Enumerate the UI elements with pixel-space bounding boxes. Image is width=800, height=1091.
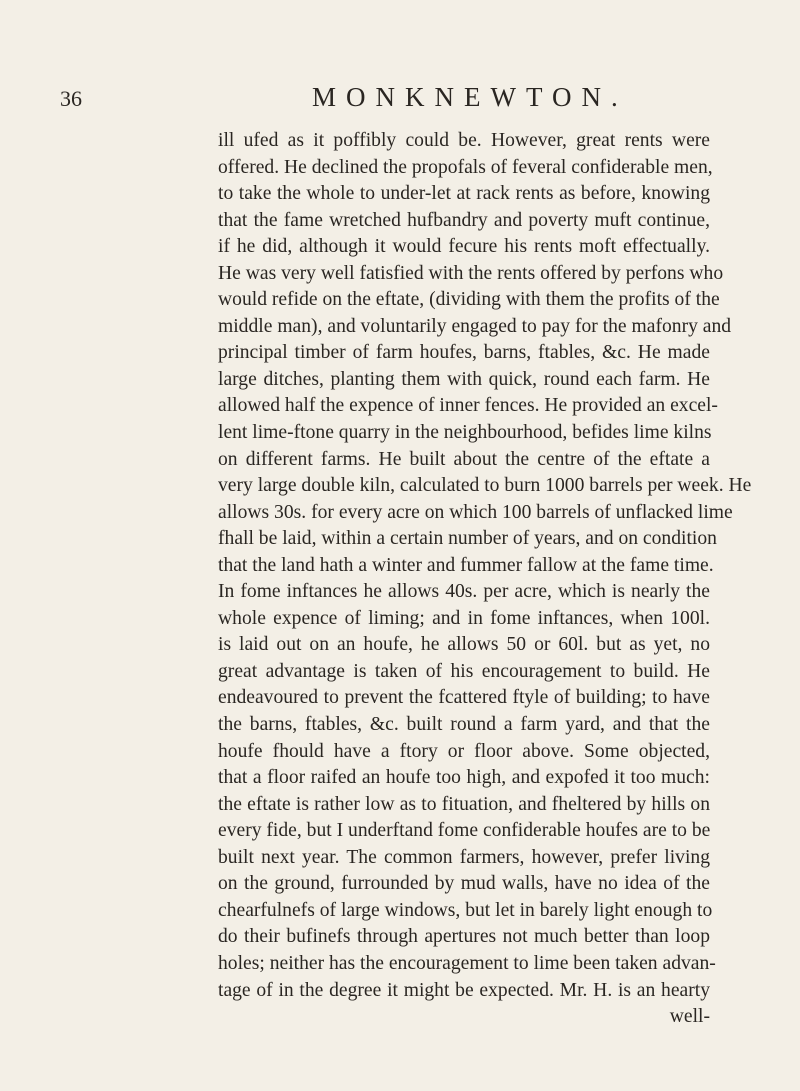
text-line: very large double kiln, calculated to burn 1000 barrels per week. He (218, 475, 752, 497)
text-line: principal timber of farm houfes, barns, ftables, &c. He made (218, 342, 710, 364)
text-line: the eftate is rather low as to fituation, and fheltered by hills on (218, 793, 710, 815)
text-line: whole expence of liming; and in fome inftances, when 100l. (218, 607, 710, 629)
text-line: is laid out on an houfe, he allows 50 or 60l. but as yet, no (218, 634, 710, 656)
page-number: 36 (60, 86, 82, 111)
text-line: endeavoured to prevent the fcattered ftyle of building; to have (218, 687, 710, 709)
text-line: the barns, ftables, &c. built round a farm yard, and that the (218, 714, 710, 736)
text-line: that the land hath a winter and fummer fallow at the fame time. (218, 554, 714, 576)
running-head: MONKNEWTON. (312, 82, 628, 112)
text-line: allowed half the expence of inner fences. He provided an excel- (218, 395, 718, 417)
text-line: chearfulnefs of large windows, but let in barely light enough to (218, 899, 713, 921)
text-line: In fome inftances he allows 40s. per acre, which is nearly the (218, 581, 710, 603)
text-line: He was very well fatisfied with the rents offered by perfons who (218, 262, 724, 284)
text-line: great advantage is taken of his encouragement to build. He (218, 660, 710, 682)
text-line: tage of in the degree it might be expected. Mr. H. is an hearty (218, 979, 710, 1001)
page-header (60, 82, 740, 118)
text-line: if he did, although it would fecure his rents moft effectually. (218, 236, 710, 258)
text-line: on different farms. He built about the centre of the eftate a (218, 448, 710, 470)
text-line: would refide on the eftate, (dividing with them the profits of the (218, 289, 720, 311)
text-line: offered. He declined the propofals of feveral confiderable men, (218, 156, 713, 178)
text-line: houfe fhould have a ftory or floor above. Some objected, (218, 740, 710, 762)
text-line: to take the whole to under-let at rack rents as before, knowing (218, 183, 710, 205)
text-line: ill ufed as it poffibly could be. However, great rents were (218, 130, 710, 151)
text-line: large ditches, planting them with quick, round each farm. He (218, 368, 710, 390)
text-line: allows 30s. for every acre on which 100 barrels of unflacked lime (218, 501, 733, 523)
text-line: on the ground, furrounded by mud walls, have no idea of the (218, 873, 710, 895)
text-line: middle man), and voluntarily engaged to pay for the mafonry and (218, 315, 732, 337)
text-line: every fide, but I underftand fome confiderable houfes are to be (218, 820, 711, 842)
text-line: that the fame wretched hufbandry and poverty muft continue, (218, 209, 710, 231)
text-line: that a floor raifed an houfe too high, and expofed it too much: (218, 767, 710, 789)
text-line: do their bufinefs through apertures not much better than loop (218, 926, 710, 948)
body-text (218, 128, 752, 1031)
text-line: lent lime-ftone quarry in the neighbourhood, befides lime kilns (218, 422, 712, 444)
text-line: built next year. The common farmers, however, prefer living (218, 846, 710, 868)
catchword: well- (669, 1006, 710, 1028)
text-line: fhall be laid, within a certain number of years, and on condition (218, 528, 717, 550)
text-line: holes; neither has the encouragement to lime been taken advan- (218, 952, 716, 974)
